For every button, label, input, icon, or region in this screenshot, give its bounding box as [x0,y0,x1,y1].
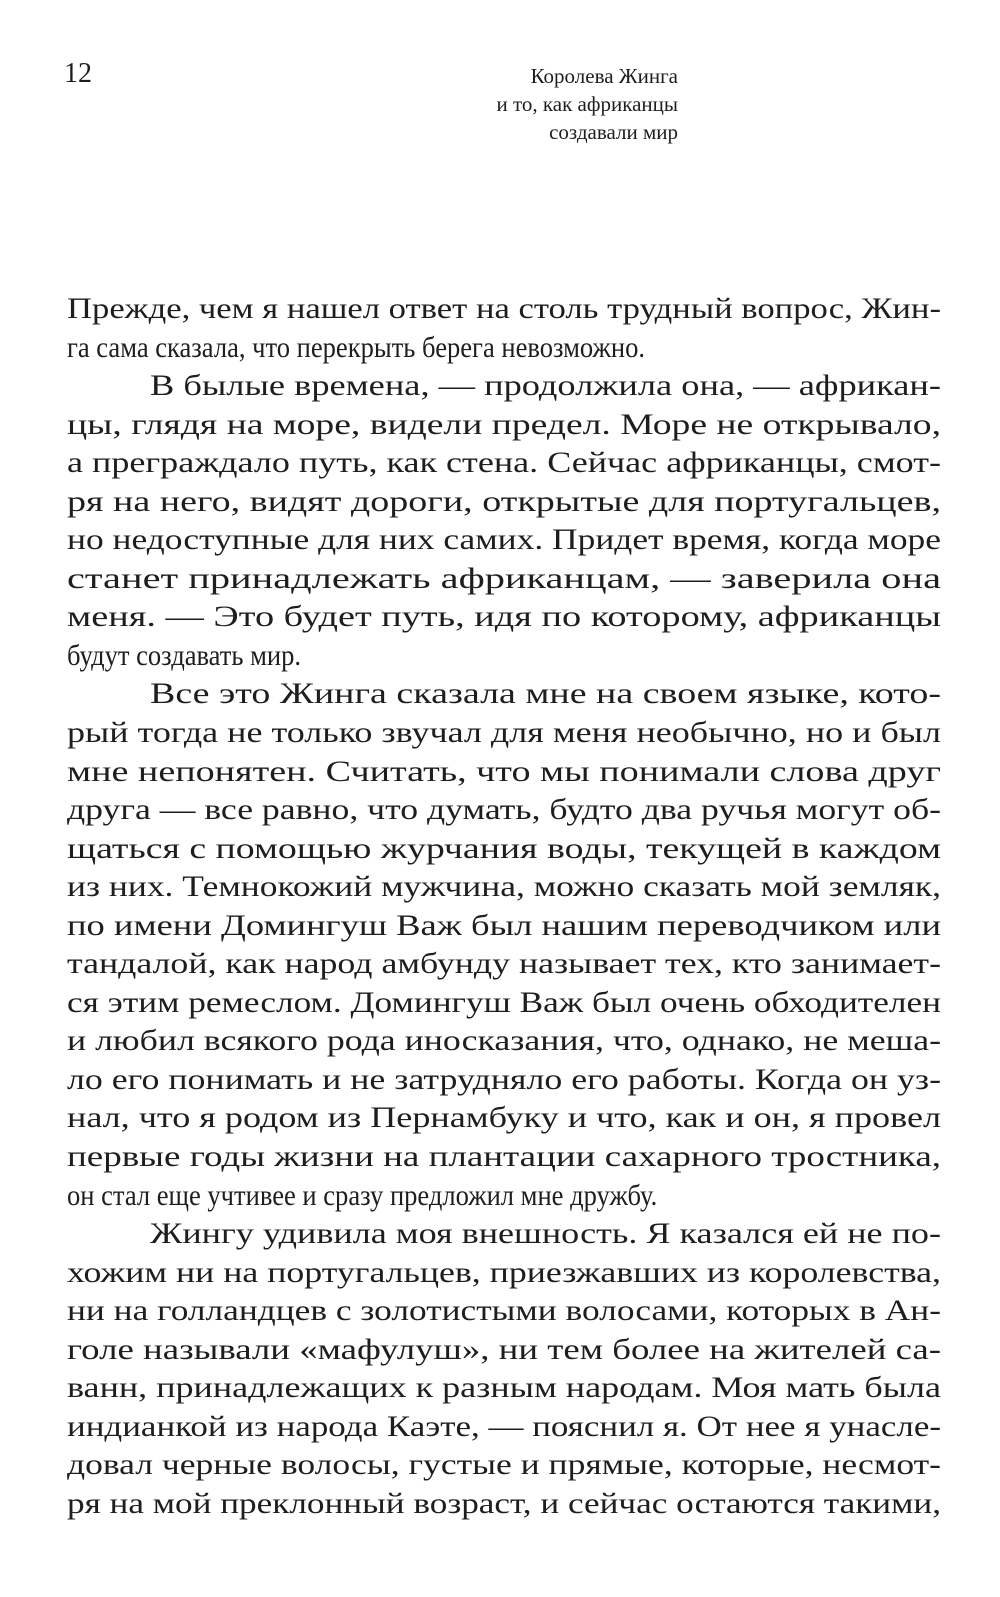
text-line-content: щаться с помощью журчания воды, текущей в каждом [67,832,941,865]
text-line [67,521,941,560]
text-line [67,1292,941,1331]
text-line-content: он стал еще учтивее и сразу предложил мне дружбу. [67,1179,658,1212]
text-line [67,483,941,522]
text-line-content: ни на голландцев с золотистыми волосами, которых в Ан- [67,1295,942,1328]
text-line-content: ря на мой преклонный возраст, и сейчас остаются такими, [67,1487,941,1520]
text-line-content: но недоступные для них самих. Придет время, когда море [67,524,942,557]
text-line [67,290,941,329]
text-line-content: ло его понимать и не затрудняло его работы. Когда он уз- [67,1063,941,1096]
text-line [67,1177,941,1216]
running-head-line: создавали мир [549,120,678,144]
text-line [67,1099,941,1138]
text-line [67,1369,941,1408]
text-line [67,945,941,984]
text-line-content: индианкой из народа Каэте, — пояснил я. От нее я унасле- [67,1410,941,1443]
running-head-line: Королева Жинга [530,64,678,88]
text-line-content: га сама сказала, что перекрыть берега невозможно. [67,331,645,364]
text-line-content: довал черные волосы, густые и прямые, которые, несмот- [67,1449,942,1482]
text-line [67,444,941,483]
text-line-content: ся этим ремеслом. Домингуш Важ был очень обходителен [67,986,941,1019]
text-line-content: станет принадлежать африканцам, — заверила она [67,562,941,595]
text-line-content: ванн, принадлежащих к разным народам. Моя мать была [67,1372,942,1405]
text-line [67,791,941,830]
running-head [496,62,678,146]
text-line-content: Прежде, чем я нашел ответ на столь трудный вопрос, Жин- [67,293,941,325]
text-line-content: хожим ни на португальцев, приезжавших из королевства, [67,1256,941,1289]
text-line [67,1408,941,1447]
text-line [67,1022,941,1061]
text-line-content: голе называли «мафулуш», ни тем более на жителей са- [67,1333,941,1366]
text-line-content: Жингу удивила моя внешность. Я казался ей не по- [150,1218,941,1251]
text-line-content: тандалой, как народ амбунду называет тех, кто занимает- [67,948,942,981]
text-line [67,984,941,1023]
text-line [67,406,941,445]
text-line-content: по имени Домингуш Важ был нашим переводчиком или [67,909,941,942]
page-number: 12 [64,58,92,89]
text-line [67,1485,941,1524]
text-line-content: меня. — Это будет путь, идя по которому, африканцы [67,601,941,634]
running-head-line: и то, как африканцы [496,92,678,116]
text-line [67,714,941,753]
text-line [67,830,941,869]
text-line [67,367,941,406]
text-line-content: а преграждало путь, как стена. Сейчас африканцы, смот- [67,447,941,480]
body-text [67,290,941,1524]
text-line [67,598,941,637]
text-line-content: из них. Темнокожий мужчина, можно сказать мой земляк, [67,871,941,904]
text-line [67,1331,941,1370]
text-line [67,1138,941,1177]
text-line [67,329,941,368]
text-line-content: будут создавать мир. [67,639,302,672]
text-line-content: нал, что я родом из Пернамбуку и что, как и он, я провел [67,1102,941,1135]
text-line [67,1254,941,1293]
text-line-content: друга — все равно, что думать, будто два ручья могут об- [67,794,941,827]
text-line [67,868,941,907]
text-line [67,675,941,714]
text-line [67,1215,941,1254]
text-line-content: цы, глядя на море, видели предел. Море не открывало, [67,408,941,441]
text-line-content: и любил всякого рода иносказания, что, однако, не меша- [67,1025,941,1058]
text-line [67,907,941,946]
text-line [67,560,941,599]
text-line-content: мне непонятен. Считать, что мы понимали слова друг [67,755,941,788]
text-line [67,1061,941,1100]
text-line-content: В былые времена, — продолжила она, — африкан- [150,370,941,403]
text-line [67,753,941,792]
text-line-content: рый тогда не только звучал для меня необычно, но и был [67,717,941,750]
text-line-content: первые годы жизни на плантации сахарного тростника, [67,1141,941,1174]
text-line [67,637,941,676]
text-line [67,1446,941,1485]
text-line-content: Все это Жинга сказала мне на своем языке, кото- [150,678,941,711]
text-line-content: ря на него, видят дороги, открытые для португальцев, [67,485,941,518]
